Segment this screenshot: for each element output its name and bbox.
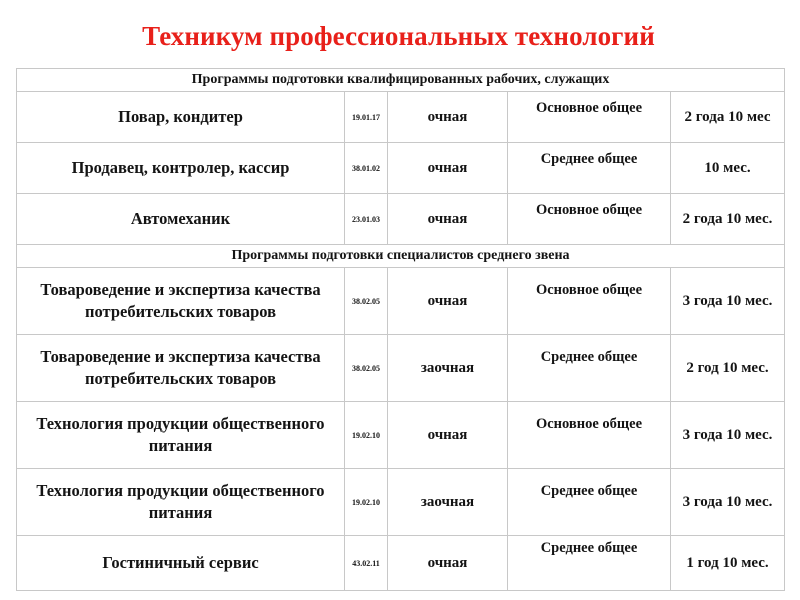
study-duration: 10 мес. [671,143,785,194]
program-code: 23.01.03 [345,194,388,245]
section-heading: Программы подготовки специалистов среднего звена [17,245,785,268]
study-form: очная [388,536,508,591]
study-duration: 1 год 10 мес. [671,536,785,591]
education-level: Среднее общее [508,335,671,402]
program-name: Товароведение и экспертиза качества потребительских товаров [17,268,345,335]
table-row [17,402,785,469]
study-duration: 3 года 10 мес. [671,402,785,469]
study-form: заочная [388,469,508,536]
program-name: Товароведение и экспертиза качества потребительских товаров [17,335,345,402]
study-duration: 3 года 10 мес. [671,268,785,335]
study-form: очная [388,402,508,469]
study-duration: 2 года 10 мес [671,92,785,143]
program-name: Продавец, контролер, кассир [17,143,345,194]
education-level: Основное общее [508,268,671,335]
page-title: Техникум профессиональных технологий [142,21,655,51]
education-level: Основное общее [508,194,671,245]
table-row [17,536,785,591]
study-form: очная [388,92,508,143]
program-code: 19.01.17 [345,92,388,143]
table-row [17,268,785,335]
program-name: Технология продукции общественного питания [17,469,345,536]
study-form: заочная [388,335,508,402]
table-row [17,143,785,194]
education-level: Среднее общее [508,143,671,194]
education-level: Среднее общее [508,469,671,536]
study-duration: 2 год 10 мес. [671,335,785,402]
program-code: 38.02.05 [345,335,388,402]
table-row [17,194,785,245]
program-name: Автомеханик [17,194,345,245]
program-code: 19.02.10 [345,469,388,536]
table-row [17,469,785,536]
study-duration: 3 года 10 мес. [671,469,785,536]
table-row [17,92,785,143]
program-code: 43.02.11 [345,536,388,591]
study-form: очная [388,143,508,194]
section-header-row [17,245,785,268]
study-form: очная [388,194,508,245]
education-level: Среднее общее [508,536,671,591]
table-row [17,335,785,402]
program-code: 19.02.10 [345,402,388,469]
study-duration: 2 года 10 мес. [671,194,785,245]
program-code: 38.01.02 [345,143,388,194]
education-level: Основное общее [508,92,671,143]
programs-table [16,68,785,591]
program-name: Повар, кондитер [17,92,345,143]
education-level: Основное общее [508,402,671,469]
section-header-row [17,69,785,92]
program-name: Технология продукции общественного питания [17,402,345,469]
program-name: Гостиничный сервис [17,536,345,591]
program-code: 38.02.05 [345,268,388,335]
section-heading: Программы подготовки квалифицированных рабочих, служащих [17,69,785,92]
study-form: очная [388,268,508,335]
